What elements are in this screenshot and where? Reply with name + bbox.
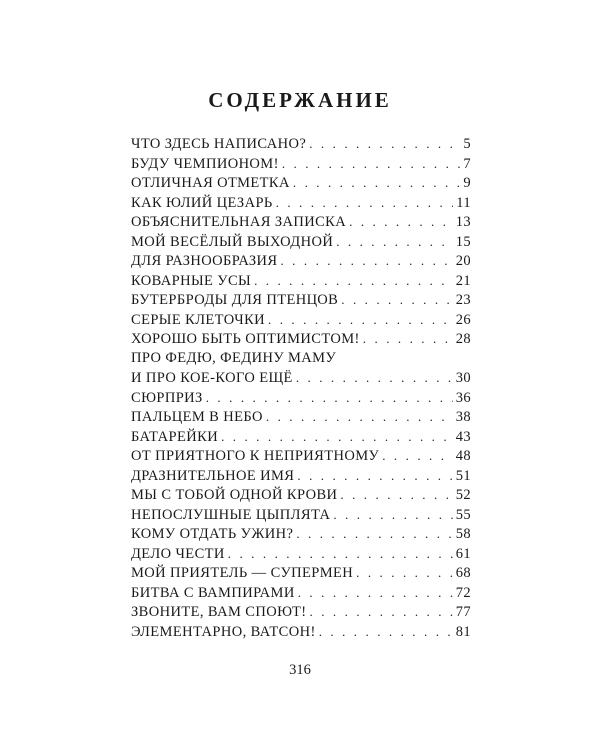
toc-entry-page: 9: [463, 175, 471, 191]
toc-entry[interactable]: [131, 329, 471, 349]
dot-leader: [298, 583, 453, 603]
dot-leader: [296, 524, 452, 544]
toc-entry[interactable]: [131, 466, 471, 486]
dot-leader: [356, 563, 453, 583]
toc-entry[interactable]: [131, 251, 471, 271]
toc-entry-page: 43: [455, 428, 471, 445]
toc-entry-title: ДЕЛО ЧЕСТИ: [131, 545, 225, 562]
toc-entry[interactable]: [131, 602, 471, 622]
toc-entry-page: 36: [455, 389, 471, 406]
toc-entry-title: ЧТО ЗДЕСЬ НАПИСАНО?: [131, 136, 307, 152]
toc-entry-title: СЕРЫЕ КЛЕТОЧКИ: [131, 311, 266, 328]
toc-entry-title: ОТ ПРИЯТНОГО К НЕПРИЯТНОМУ: [131, 448, 380, 464]
toc-entry-page: 58: [455, 526, 471, 542]
toc-entry[interactable]: [131, 407, 471, 427]
toc-entry-title: ДЛЯ РАЗНООБРАЗИЯ: [131, 253, 278, 269]
toc-entry-title: ХОРОШО БЫТЬ ОПТИМИСТОМ!: [131, 331, 360, 347]
dot-leader: [336, 232, 452, 252]
toc-entry[interactable]: [131, 193, 471, 213]
dot-leader: [296, 368, 453, 388]
toc-entry-page: 61: [455, 545, 471, 562]
dot-leader: [310, 602, 453, 622]
toc-entry[interactable]: [131, 505, 471, 525]
toc-entry[interactable]: [131, 446, 471, 466]
toc-entry-title: КОМУ ОТДАТЬ УЖИН?: [131, 526, 294, 542]
toc-entry[interactable]: [131, 232, 471, 252]
toc-entry-title: СЮРПРИЗ: [131, 389, 203, 406]
dot-leader: [266, 407, 453, 427]
dot-leader: [276, 193, 454, 213]
toc-entry-title: ПРО ФЕДЮ, ФЕДИНУ МАМУ: [131, 349, 337, 366]
toc-entry-page: 77: [455, 604, 471, 620]
toc-entry-title: БУТЕРБРОДЫ ДЛЯ ПТЕНЦОВ: [131, 292, 339, 308]
toc-entry-title: МОЙ ПРИЯТЕЛЬ — СУПЕРМЕН: [131, 565, 354, 581]
toc-entry-title: БАТАРЕЙКИ: [131, 428, 219, 445]
toc-entry[interactable]: [131, 563, 471, 583]
toc-entry[interactable]: [131, 622, 471, 642]
toc-entry-page: 7: [463, 155, 471, 172]
toc-entry[interactable]: [131, 310, 471, 330]
dot-leader: [363, 329, 453, 349]
toc-entry[interactable]: [131, 544, 471, 564]
toc-entry[interactable]: [131, 427, 471, 447]
toc-entry-page: 52: [455, 487, 471, 503]
toc-entry-page: 28: [455, 331, 471, 347]
dot-leader: [228, 544, 453, 564]
toc-entry-page: 20: [455, 253, 471, 269]
toc-entry-title: МЫ С ТОБОЙ ОДНОЙ КРОВИ: [131, 487, 338, 503]
toc-entry[interactable]: [131, 173, 471, 193]
dot-leader: [282, 154, 461, 174]
toc-entry-page: 5: [463, 136, 471, 152]
dot-leader: [341, 290, 452, 310]
toc-entry-title: ЭЛЕМЕНТАРНО, ВАТСОН!: [131, 623, 316, 640]
toc-entry-page: 72: [455, 584, 471, 601]
dot-leader: [293, 173, 460, 193]
toc-entry[interactable]: [131, 134, 471, 154]
toc-entry[interactable]: [131, 524, 471, 544]
dot-leader: [280, 251, 452, 271]
toc-entry-page: 21: [455, 272, 471, 289]
toc-entry[interactable]: [131, 368, 471, 388]
toc-entry-page: 51: [455, 467, 471, 484]
toc-entry[interactable]: [131, 583, 471, 603]
toc-entry-page: 55: [455, 506, 471, 523]
toc-entry-title: ДРАЗНИТЕЛЬНОЕ ИМЯ: [131, 467, 295, 484]
contents-heading: СОДЕРЖАНИЕ: [208, 88, 392, 113]
toc-entry-page: 68: [455, 565, 471, 581]
toc-entry[interactable]: [131, 388, 471, 408]
toc-entry-page: 48: [455, 448, 471, 464]
dot-leader: [319, 622, 453, 642]
toc-entry-page: 30: [455, 370, 471, 386]
table-of-contents: [131, 134, 471, 641]
toc-entry-page: 81: [455, 623, 471, 640]
toc-entry-title: ОБЪЯСНИТЕЛЬНАЯ ЗАПИСКА: [131, 214, 347, 230]
toc-entry-page: 13: [455, 214, 471, 230]
toc-entry[interactable]: [131, 154, 471, 174]
toc-entry[interactable]: [131, 290, 471, 310]
toc-entry-title: МОЙ ВЕСЁЛЫЙ ВЫХОДНОЙ: [131, 233, 334, 250]
toc-entry-title: КОВАРНЫЕ УСЫ: [131, 272, 252, 289]
dot-leader: [268, 310, 453, 330]
dot-leader: [340, 485, 452, 505]
dot-leader: [297, 466, 452, 486]
toc-entry-title: И ПРО КОЕ-КОГО ЕЩЁ: [131, 370, 293, 386]
dot-leader: [221, 427, 453, 447]
toc-entry-title: БИТВА С ВАМПИРАМИ: [131, 584, 295, 601]
toc-entry-title: ЗВОНИТЕ, ВАМ СПОЮТ!: [131, 604, 307, 620]
toc-entry-title: НЕПОСЛУШНЫЕ ЦЫПЛЯТА: [131, 506, 331, 523]
dot-leader: [349, 212, 453, 232]
toc-entry-page: 23: [455, 292, 471, 308]
toc-entry-title: ПАЛЬЦЕМ В НЕБО: [131, 409, 263, 425]
dot-leader: [206, 388, 453, 408]
dot-leader: [382, 446, 452, 466]
toc-entry-title: ОТЛИЧНАЯ ОТМЕТКА: [131, 175, 290, 191]
page-number: 316: [289, 662, 311, 678]
toc-entry-title: КАК ЮЛИЙ ЦЕЗАРЬ: [131, 194, 273, 211]
toc-entry-page: 15: [455, 233, 471, 250]
toc-entry[interactable]: [131, 485, 471, 505]
toc-entry[interactable]: [131, 212, 471, 232]
toc-entry-page: 38: [455, 409, 471, 425]
toc-entry-page: 11: [456, 194, 471, 211]
toc-entry-title: БУДУ ЧЕМПИОНОМ!: [131, 155, 279, 172]
toc-entry-page: 26: [455, 311, 471, 328]
dot-leader: [254, 271, 453, 291]
toc-entry-first-line[interactable]: [131, 349, 471, 369]
toc-entry[interactable]: [131, 271, 471, 291]
dot-leader: [333, 505, 452, 525]
dot-leader: [309, 134, 460, 154]
